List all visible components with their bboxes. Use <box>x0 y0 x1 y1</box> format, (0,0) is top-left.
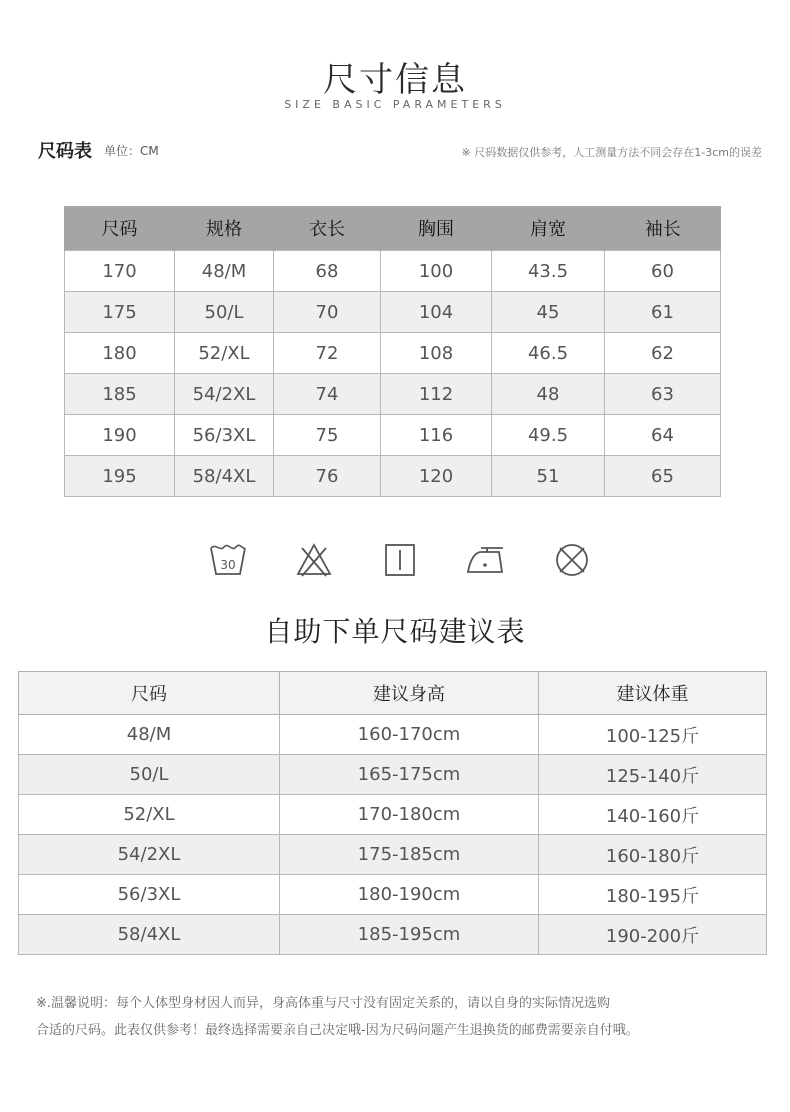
cell-size: 56/3XL <box>19 875 280 915</box>
cell-shoulder: 46.5 <box>492 333 605 374</box>
header-size: 尺码 <box>19 672 280 715</box>
cell-size: 185 <box>65 374 175 415</box>
cell-size: 52/XL <box>19 795 280 835</box>
cell-height: 170-180cm <box>280 795 539 835</box>
cell-chest: 100 <box>381 251 492 292</box>
table-row <box>65 333 721 374</box>
cell-shoulder: 49.5 <box>492 415 605 456</box>
unit-label: 单位：CM <box>104 144 159 158</box>
size-table <box>64 206 721 497</box>
cell-length: 76 <box>274 456 381 497</box>
table-row <box>65 374 721 415</box>
cell-spec: 54/2XL <box>175 374 274 415</box>
page-subtitle: SIZE BASIC PARAMETERS <box>284 98 506 111</box>
cell-size: 50/L <box>19 755 280 795</box>
footnote-line-1: ※.温馨说明：每个人体型身材因人而异，身高体重与尺寸没有固定关系的，请以自身的实际情况选购 <box>36 996 611 1011</box>
table-row <box>19 715 767 755</box>
header-chest: 胸围 <box>381 206 492 251</box>
cell-sleeve: 61 <box>605 292 721 333</box>
table-row <box>19 755 767 795</box>
cell-weight: 125-140斤 <box>539 755 767 795</box>
cell-spec: 52/XL <box>175 333 274 374</box>
table-row <box>65 292 721 333</box>
cell-length: 72 <box>274 333 381 374</box>
cell-chest: 104 <box>381 292 492 333</box>
cell-spec: 48/M <box>175 251 274 292</box>
table-row <box>19 875 767 915</box>
cell-size: 195 <box>65 456 175 497</box>
cell-length: 68 <box>274 251 381 292</box>
cell-size: 58/4XL <box>19 915 280 955</box>
header-sleeve: 袖长 <box>605 206 721 251</box>
cell-weight: 100-125斤 <box>539 715 767 755</box>
no-dry-clean-icon <box>552 540 592 580</box>
cell-weight: 140-160斤 <box>539 795 767 835</box>
recommend-title: 自助下单尺码建议表 <box>264 615 526 648</box>
cell-size: 54/2XL <box>19 835 280 875</box>
cell-height: 160-170cm <box>280 715 539 755</box>
cell-sleeve: 65 <box>605 456 721 497</box>
wash-30-icon <box>208 540 248 580</box>
table-row <box>65 456 721 497</box>
cell-height: 180-190cm <box>280 875 539 915</box>
cell-spec: 58/4XL <box>175 456 274 497</box>
cell-size: 190 <box>65 415 175 456</box>
table-row <box>65 415 721 456</box>
cell-chest: 116 <box>381 415 492 456</box>
cell-chest: 108 <box>381 333 492 374</box>
header-length: 衣长 <box>274 206 381 251</box>
cell-size: 48/M <box>19 715 280 755</box>
care-icons-row <box>0 540 790 584</box>
cell-height: 165-175cm <box>280 755 539 795</box>
cell-weight: 180-195斤 <box>539 875 767 915</box>
recommend-table <box>18 671 767 955</box>
cell-size: 180 <box>65 333 175 374</box>
cell-weight: 190-200斤 <box>539 915 767 955</box>
cell-shoulder: 45 <box>492 292 605 333</box>
wash-temp-label: 30 <box>220 558 236 572</box>
iron-low-icon <box>465 540 505 580</box>
cell-shoulder: 48 <box>492 374 605 415</box>
header-weight: 建议体重 <box>539 672 767 715</box>
measurement-note: ※ 尺码数据仅供参考，人工测量方法不同会存在1-3cm的误差 <box>461 146 762 159</box>
cell-weight: 160-180斤 <box>539 835 767 875</box>
cell-size: 170 <box>65 251 175 292</box>
cell-spec: 50/L <box>175 292 274 333</box>
cell-height: 185-195cm <box>280 915 539 955</box>
header-spec: 规格 <box>175 206 274 251</box>
table-row <box>19 915 767 955</box>
table-row <box>19 795 767 835</box>
hang-dry-icon <box>380 540 420 580</box>
table-row <box>65 251 721 292</box>
recommend-header-row <box>19 672 767 715</box>
cell-length: 74 <box>274 374 381 415</box>
cell-length: 75 <box>274 415 381 456</box>
cell-shoulder: 43.5 <box>492 251 605 292</box>
cell-spec: 56/3XL <box>175 415 274 456</box>
header-size: 尺码 <box>65 206 175 251</box>
size-table-header-row <box>65 206 721 251</box>
cell-sleeve: 64 <box>605 415 721 456</box>
header-shoulder: 肩宽 <box>492 206 605 251</box>
cell-chest: 112 <box>381 374 492 415</box>
cell-length: 70 <box>274 292 381 333</box>
cell-sleeve: 60 <box>605 251 721 292</box>
cell-size: 175 <box>65 292 175 333</box>
cell-chest: 120 <box>381 456 492 497</box>
size-chart-label: 尺码表 <box>38 141 92 162</box>
cell-sleeve: 63 <box>605 374 721 415</box>
footnote <box>36 990 766 1044</box>
page-title: 尺寸信息 <box>323 60 467 100</box>
cell-sleeve: 62 <box>605 333 721 374</box>
cell-height: 175-185cm <box>280 835 539 875</box>
header-height: 建议身高 <box>280 672 539 715</box>
no-bleach-icon <box>294 540 334 580</box>
table-row <box>19 835 767 875</box>
footnote-line-2: 合适的尺码。此表仅供参考！最终选择需要亲自己决定哦-因为尺码问题产生退换货的邮费需要亲自付哦。 <box>36 1023 639 1038</box>
cell-shoulder: 51 <box>492 456 605 497</box>
